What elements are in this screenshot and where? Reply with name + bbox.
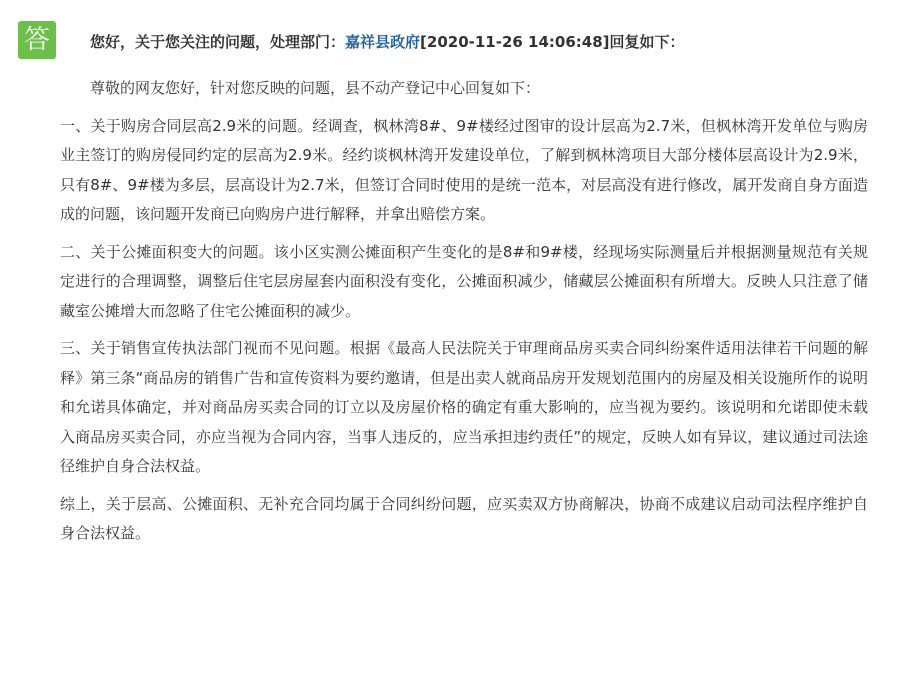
reply-paragraph-2: 二、关于公摊面积变大的问题。该小区实测公摊面积产生变化的是8#和9#楼，经现场实际测量后并根据测量规范有关规定进行的合理调整，调整后住宅层房屋套内面积没有变化，公摊面积减少，储藏层公摊面积有所增大。反映人只注意了储藏室公摊增大而忽略了住宅公摊面积的减少。 — [60, 242, 868, 320]
reply-timestamp: [2020-11-26 14:06:48] — [420, 33, 610, 51]
conclusion-paragraph: 综上，关于层高、公摊面积、无补充合同均属于合同纠纷问题，应买卖双方协商解决，协商不成建议启动司法程序维护自身合法权益。 — [60, 494, 868, 542]
header-prefix: 您好，关于您关注的问题，处理部门： — [90, 33, 346, 51]
reply-paragraph-1: 一、关于购房合同层高2.9米的问题。经调查，枫林湾8#、9#楼经过图审的设计层高为2.7米，但枫林湾开发单位与购房业主签订的购房侵同约定的层高为2.9米。经约谈枫林湾开发建设单位，了解到枫林湾项目大部分楼体层高设计为2.9米，只有8#、9#楼为多层，层高设计为2.7米，但签订合同时使用的是统一范本，对层高没有进行修改，属开发商自身方面造成的问题，该问题开发商已向购房户进行解释，并拿出赔偿方案。 — [60, 116, 868, 223]
reply-header — [90, 30, 685, 54]
greeting-paragraph: 尊敬的网友您好，针对您反映的问题，县不动产登记中心回复如下： — [90, 79, 541, 97]
reply-paragraph-3: 三、关于销售宣传执法部门视而不见问题。根据《最高人民法院关于审理商品房买卖合同纠纷案件适用法律若干问题的解释》第三条“商品房的销售广告和宣传资料为要约邀请，但是出卖人就商品房开发规划范围内的房屋及相关设施所作的说明和允诺具体确定，并对商品房买卖合同的订立以及房屋价格的确定有重大影响的，应当视为要约。该说明和允诺即使未载入商品房买卖合同，亦应当视为合同内容，当事人违反的，应当承担违约责任”的规定，反映人如有异议，建议通过司法途径维护自身合法权益。 — [60, 339, 868, 475]
header-suffix: 回复如下： — [609, 33, 685, 51]
department-link[interactable]: 嘉祥县政府 — [345, 33, 421, 51]
answer-badge: 答 — [18, 21, 56, 59]
reply-content — [60, 74, 868, 557]
